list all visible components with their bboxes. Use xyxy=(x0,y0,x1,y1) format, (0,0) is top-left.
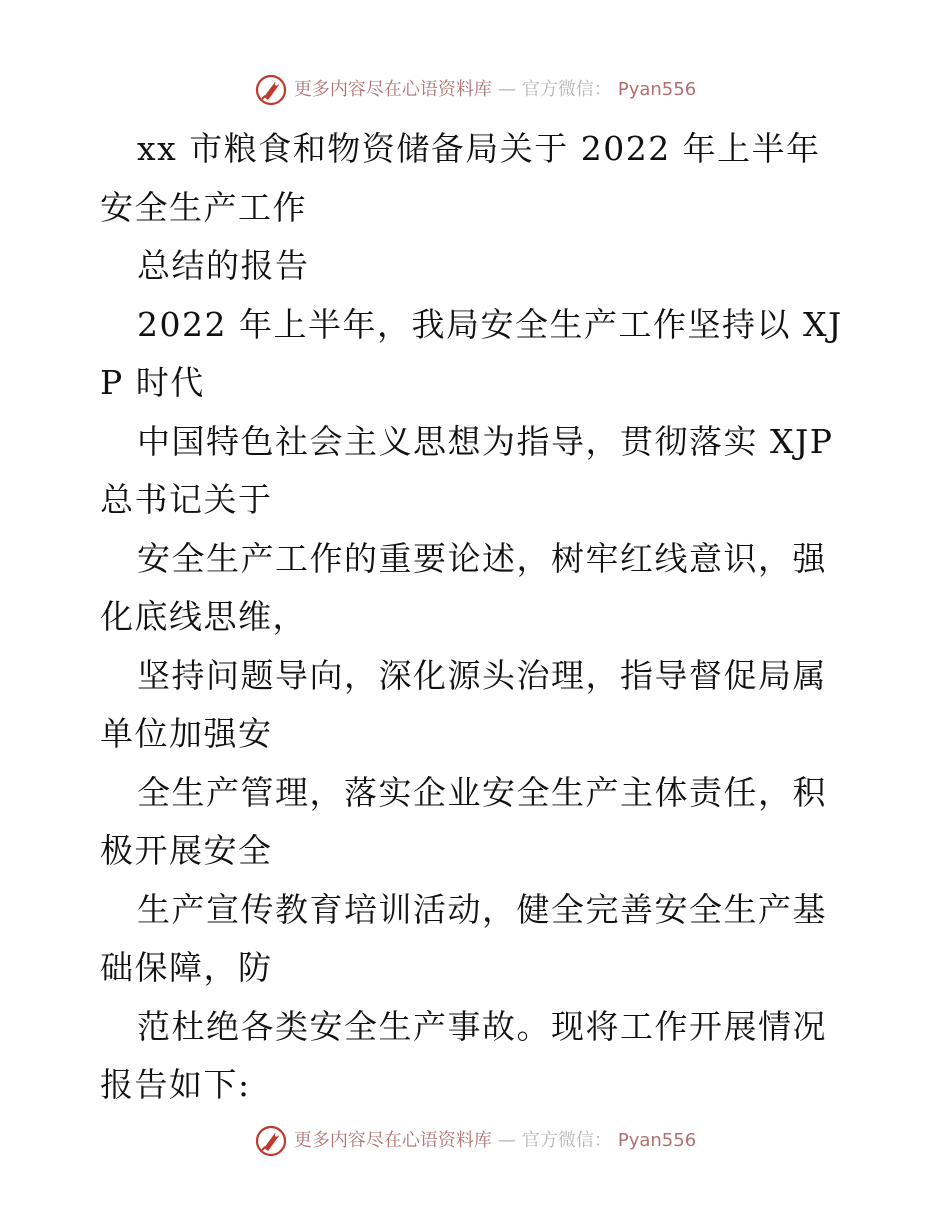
watermark-wechat-handle: Pyan556 xyxy=(617,79,697,100)
watermark-site-text: 更多内容尽在心语资料库 xyxy=(293,1130,492,1151)
watermark-wechat-label: 官方微信： xyxy=(521,79,612,100)
body-paragraph: 2022 年上半年，我局安全生产工作坚持以 XJP 时代 xyxy=(100,304,843,402)
body-paragraph: 范杜绝各类安全生产事故。现将工作开展情况报告如下: xyxy=(100,1006,827,1104)
watermark-separator: — xyxy=(497,79,516,100)
body-paragraph: 坚持问题导向，深化源头治理，指导督促局属单位加强安 xyxy=(100,655,827,753)
pen-nib-seal-icon xyxy=(254,73,288,107)
watermark-wechat-label: 官方微信： xyxy=(521,1130,612,1151)
body-paragraph: 全生产管理，落实企业安全生产主体责任，积极开展安全 xyxy=(100,772,827,870)
watermark-separator: — xyxy=(497,1130,516,1151)
document-title-line-1: xx 市粮食和物资储备局关于 2022 年上半年安全生产工作 xyxy=(100,129,821,227)
header-watermark xyxy=(0,68,950,112)
pen-nib-seal-icon xyxy=(254,1124,288,1158)
watermark-wechat-handle: Pyan556 xyxy=(617,1130,697,1151)
watermark-site-text: 更多内容尽在心语资料库 xyxy=(293,79,492,100)
document-body xyxy=(100,120,852,1115)
body-paragraph: 中国特色社会主义思想为指导，贯彻落实 XJP 总书记关于 xyxy=(100,421,846,519)
body-paragraph: 安全生产工作的重要论述，树牢红线意识，强化底线思维， xyxy=(100,538,827,636)
footer-watermark xyxy=(0,1119,950,1163)
document-title-line-2: 总结的报告 xyxy=(137,246,310,285)
body-paragraph: 生产宣传教育培训活动，健全完善安全生产基础保障，防 xyxy=(100,889,827,987)
